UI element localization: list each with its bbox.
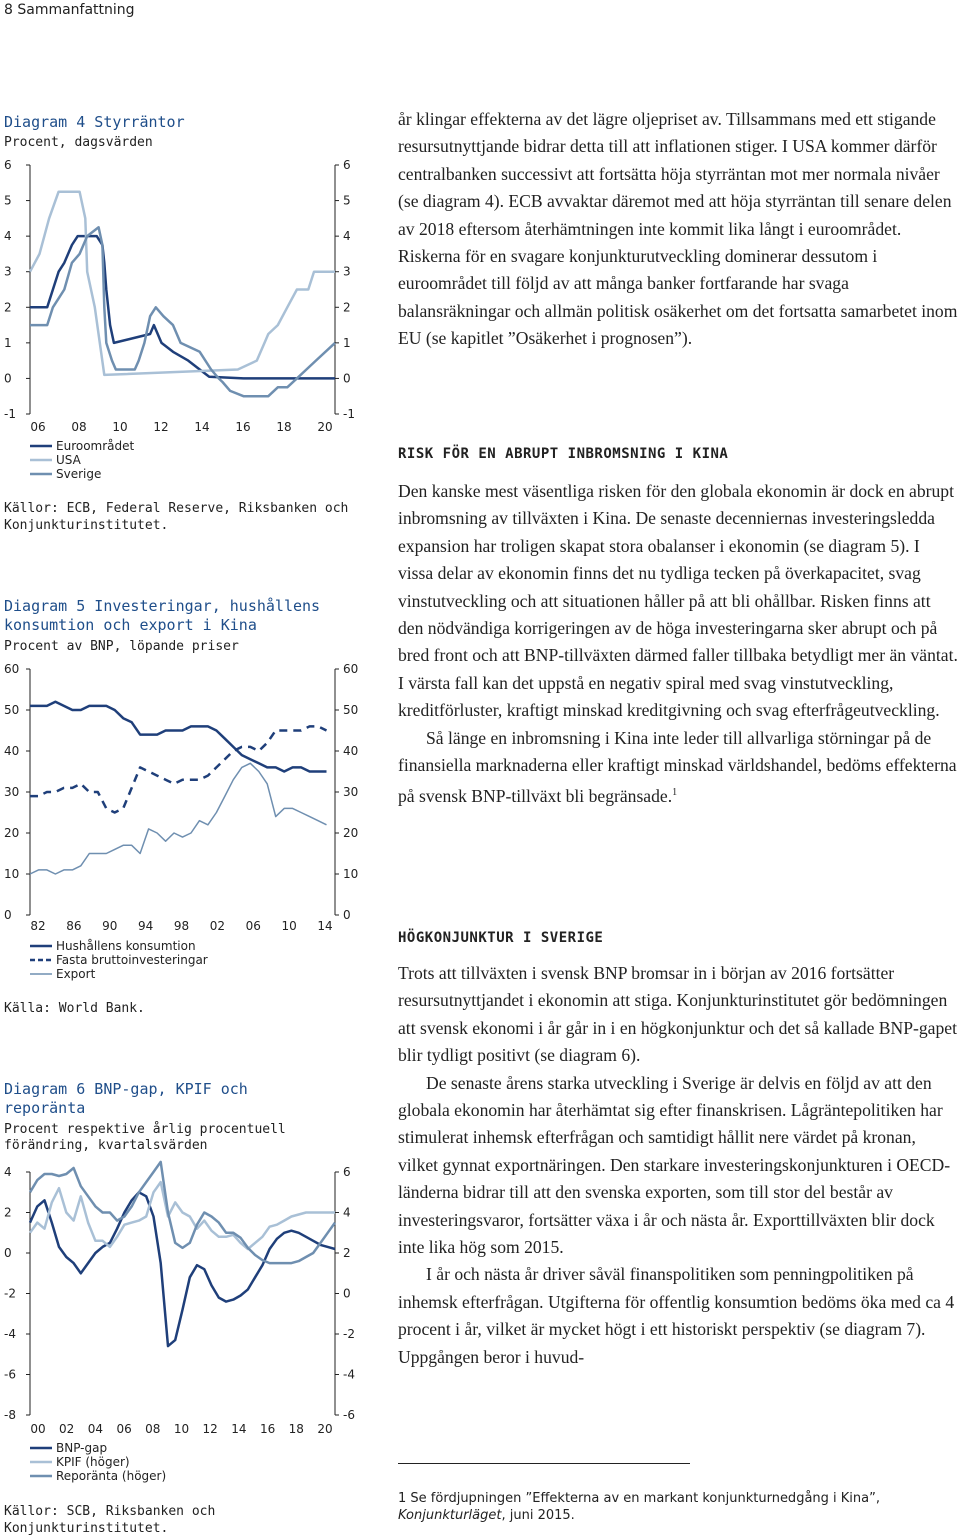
y-tick-label-right: 40 bbox=[343, 744, 359, 758]
x-tick-label: 04 bbox=[87, 1422, 104, 1436]
page-header: 8 Sammanfattning bbox=[4, 2, 135, 18]
y-tick-label-right: 0 bbox=[343, 1286, 351, 1301]
x-tick-label: 14 bbox=[194, 420, 210, 434]
section-heading-kina: RISK FÖR EN ABRUPT INBROMSNING I KINA bbox=[398, 446, 729, 462]
y-tick-label-left: 0 bbox=[4, 1246, 12, 1260]
y-tick-label-left: 3 bbox=[4, 264, 12, 279]
diagram-4-chart bbox=[0, 150, 380, 490]
series-line-1 bbox=[30, 1182, 335, 1249]
x-tick-label: 16 bbox=[235, 420, 251, 434]
series-line-2 bbox=[30, 763, 327, 874]
y-tick-label-left: -1 bbox=[4, 407, 16, 421]
x-tick-label: 98 bbox=[173, 919, 190, 933]
series-line-0 bbox=[30, 702, 327, 772]
y-tick-label-left: 6 bbox=[4, 158, 12, 172]
body-paragraph: De senaste årens starka utveckling i Sverige är delvis en följd av att den globala ekonomin har återhämtat sig efter finanskrisen. Lågräntepolitiken har stimulerat inhemsk efterfrågan och samtidigt hållit nere värdet på kronan, vilket gynnat exportnäringen. Den starkare investeringskonjunkturen i OECD-länderna bidrar till att den svenska exporten, som till stor del består av investeringsvaror, fortsätter växa i år och nästa år. Exporttillväxten blir dock inte lika hög som 2015. bbox=[398, 1072, 951, 1258]
y-tick-label-left: 1 bbox=[4, 335, 12, 350]
y-tick-label-left: 2 bbox=[4, 1205, 12, 1220]
y-tick-label-right: 30 bbox=[343, 785, 359, 799]
legend-label: KPIF (höger) bbox=[56, 1455, 130, 1469]
y-tick-label-left: 30 bbox=[4, 785, 20, 799]
diagram-4-source: Källor: ECB, Federal Reserve, Riksbanken och Konjunkturinstitutet. bbox=[4, 501, 349, 533]
body-paragraph: Så länge en inbromsning i Kina inte leder till allvarliga störningar på de finansiella marknaderna eller kraftigt minskad världshandel, bedöms effekterna på svensk BNP-tillväxt bli begränsade.$^1$ bbox=[398, 727, 957, 807]
x-tick-label: 10 bbox=[281, 919, 297, 933]
y-tick-label-left: 50 bbox=[4, 703, 20, 717]
x-tick-label: 18 bbox=[276, 420, 292, 434]
legend-label: Reporänta (höger) bbox=[56, 1469, 167, 1483]
x-tick-label: 18 bbox=[288, 1422, 304, 1436]
footnote-italic: Konjunkturläget bbox=[398, 1508, 502, 1523]
y-tick-label-right: 2 bbox=[343, 300, 351, 315]
x-tick-label: 08 bbox=[145, 1422, 161, 1436]
y-tick-label-right: 5 bbox=[343, 193, 351, 208]
diagram-5-chart bbox=[0, 655, 380, 995]
footnote-ref: 1 bbox=[672, 787, 678, 799]
y-tick-label-left: 2 bbox=[4, 300, 12, 315]
y-tick-label-right: 2 bbox=[343, 1246, 351, 1260]
diagram-5-title: Diagram 5 Investeringar, hushållens konsumtion och export i Kina bbox=[4, 597, 321, 634]
x-tick-label: 94 bbox=[137, 919, 154, 933]
x-tick-label: 06 bbox=[30, 420, 46, 434]
legend-label: Export bbox=[56, 967, 96, 981]
y-tick-label-left: 40 bbox=[4, 744, 20, 758]
diagram-4-title: Diagram 4 Styrräntor bbox=[4, 113, 185, 131]
y-tick-label-left: 0 bbox=[4, 908, 12, 922]
y-tick-label-right: 50 bbox=[343, 703, 359, 717]
body-paragraph: Den kanske mest väsentliga risken för den globala ekonomin är dock en abrupt inbromsning av tillväxten i Kina. De senaste decenniernas investeringsledda expansion har troligen skapat stora obalanser i ekonomin (se diagram 5). I vissa delar av ekonomin finns det nu tydliga tecken på överkapacitet, svag vinstutveckling och att situationen håller på att bli ohållbar. Risken finns att den nödvändiga korrigeringen av de höga investeringarna sker abrupt och på bred front och att BNP-tillväxten därmed faller tillbaka betydligt mer än väntat. I värsta fall kan det uppstå en negativ spiral med svag vinstutveckling, kreditförluster, kraftigt minskad kreditgivning och svag efterfrågeutveckling. bbox=[398, 481, 958, 721]
y-tick-label-right: 4 bbox=[343, 229, 351, 244]
x-tick-label: 12 bbox=[202, 1422, 218, 1436]
section-heading-sverige: HÖGKONJUNKTUR I SVERIGE bbox=[398, 930, 604, 946]
y-tick-label-left: 4 bbox=[4, 229, 12, 244]
body-paragraph: I år och nästa år driver såväl finanspolitiken som penningpolitiken på inhemsk efterfrågan. Utgifterna för offentlig konsumtion bedöms öka med ca 4 procent i år, vilket är mycket högt i ett historiskt perspektiv (se diagram 7). Uppgången beror i huvud- bbox=[398, 1264, 955, 1367]
diagram-6-source: Källor: SCB, Riksbanken och Konjunkturinstitutet. bbox=[4, 1504, 216, 1536]
x-tick-label: 14 bbox=[317, 919, 333, 933]
diagram-6-chart bbox=[0, 1157, 380, 1487]
body-section-sverige bbox=[398, 960, 958, 1371]
x-tick-label: 10 bbox=[173, 1422, 190, 1436]
legend-label: USA bbox=[56, 453, 81, 467]
body-section-kina bbox=[398, 478, 958, 811]
y-tick-label-left: 4 bbox=[4, 1165, 12, 1179]
y-tick-label-left: 5 bbox=[4, 193, 12, 208]
legend-label: Euroområdet bbox=[56, 439, 135, 453]
body-paragraph: Trots att tillväxten i svensk BNP bromsar in i början av 2016 fortsätter resursutnyttjandet i ekonomin att stiga. Konjunkturinstitutet gör bedömningen att svensk ekonomi i år går in i en högkonjunktur och det så kallade BNP-gapet blir tydligt positivt (se diagram 6). bbox=[398, 963, 957, 1066]
diagram-5-subtitle: Procent av BNP, löpande priser bbox=[4, 639, 239, 654]
y-tick-label-right: -6 bbox=[343, 1408, 355, 1422]
y-tick-label-right: -2 bbox=[343, 1327, 355, 1341]
y-tick-label-left: -8 bbox=[4, 1408, 16, 1422]
diagram-5-source: Källa: World Bank. bbox=[4, 1001, 145, 1016]
diagram-4-subtitle: Procent, dagsvärden bbox=[4, 135, 153, 150]
legend-label: Hushållens konsumtion bbox=[56, 939, 196, 953]
y-tick-label-right: 6 bbox=[343, 158, 351, 172]
y-tick-label-left: 60 bbox=[4, 662, 20, 676]
legend-label: Sverige bbox=[56, 467, 102, 481]
y-tick-label-left: -4 bbox=[4, 1327, 16, 1341]
footnote-number: 1 bbox=[398, 1491, 407, 1506]
y-tick-label-right: 3 bbox=[343, 264, 351, 279]
y-tick-label-right: 0 bbox=[343, 908, 351, 922]
y-tick-label-left: -2 bbox=[4, 1286, 16, 1301]
footnote-tail: , juni 2015. bbox=[501, 1508, 575, 1523]
y-tick-label-right: 4 bbox=[343, 1205, 351, 1220]
legend-label: BNP-gap bbox=[56, 1441, 108, 1455]
x-tick-label: 10 bbox=[112, 420, 128, 434]
footnote bbox=[398, 1490, 958, 1524]
x-tick-label: 08 bbox=[71, 420, 87, 434]
legend-label: Fasta bruttoinvesteringar bbox=[56, 953, 208, 967]
x-tick-label: 00 bbox=[30, 1422, 46, 1436]
footnote-divider bbox=[398, 1463, 690, 1464]
footnote-text: Se fördjupningen ”Effekterna av en markant konjunkturnedgång i Kina”, bbox=[410, 1491, 880, 1506]
x-tick-label: 16 bbox=[259, 1422, 276, 1436]
y-tick-label-left: 10 bbox=[4, 867, 20, 881]
x-tick-label: 90 bbox=[102, 919, 118, 933]
x-tick-label: 02 bbox=[59, 1422, 75, 1436]
body-paragraph-1-container bbox=[398, 106, 958, 353]
y-tick-label-right: 0 bbox=[343, 371, 351, 386]
x-tick-label: 86 bbox=[66, 919, 82, 933]
series-line-1 bbox=[30, 192, 335, 375]
x-tick-label: 20 bbox=[317, 1422, 333, 1436]
x-tick-label: 06 bbox=[116, 1422, 132, 1436]
y-tick-label-left: 0 bbox=[4, 371, 12, 386]
y-tick-label-right: -1 bbox=[343, 407, 355, 421]
x-tick-label: 82 bbox=[30, 919, 46, 933]
y-tick-label-right: -4 bbox=[343, 1367, 355, 1382]
diagram-6-title: Diagram 6 BNP-gap, KPIF och reporänta bbox=[4, 1080, 248, 1117]
y-tick-label-right: 6 bbox=[343, 1165, 351, 1179]
y-tick-label-right: 20 bbox=[343, 826, 359, 840]
y-tick-label-left: -6 bbox=[4, 1367, 16, 1382]
x-tick-label: 20 bbox=[317, 420, 333, 434]
y-tick-label-right: 1 bbox=[343, 335, 351, 350]
diagram-6-subtitle: Procent respektive årlig procentuell förändring, kvartalsvärden bbox=[4, 1122, 286, 1153]
y-tick-label-right: 10 bbox=[343, 867, 359, 881]
body-paragraph: år klingar effekterna av det lägre oljepriset av. Tillsammans med ett stigande resursutnyttjande bidrar detta till att inflationen stiger. I USA kommer därför centralbanken successivt att fortsätta höja styrräntan mot mer normala nivåer (se diagram 4). ECB avvaktar däremot med att höja styrräntan till senare delen av 2018 eftersom återhämtningen inte kommit lika långt i euroområdet. Riskerna för en svagare konjunkturutveckling dominerar dessutom i euroområdet till följd av att många banker fortfarande har svaga balansräkningar och allmän politisk osäkerhet om det fortsatta samarbetet inom EU (se kapitlet ”Osäkerhet i prognosen”). bbox=[398, 109, 958, 349]
y-tick-label-left: 20 bbox=[4, 826, 20, 840]
y-tick-label-right: 60 bbox=[343, 662, 359, 676]
x-tick-label: 02 bbox=[209, 919, 226, 933]
x-tick-label: 12 bbox=[153, 420, 169, 434]
x-tick-label: 14 bbox=[231, 1422, 247, 1436]
x-tick-label: 06 bbox=[245, 919, 261, 933]
